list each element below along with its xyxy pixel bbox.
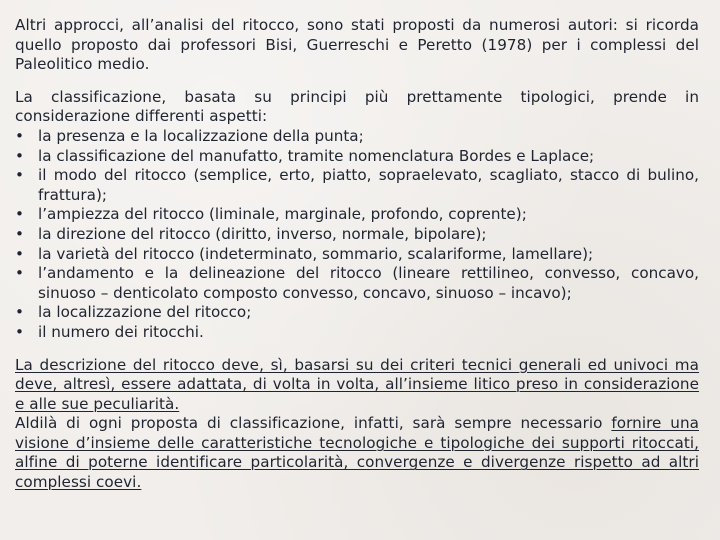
criteria-item-text: il numero dei ritocchi. [38, 322, 204, 341]
bullet-icon: • [15, 166, 24, 185]
intro-paragraph: Altri approcci, all’analisi del ritocco, sono stati proposti da numerosi autori: si ricorda quello proposto dai professori Bisi, Guerreschi e Peretto (1978) per i complessi del Paleolitico medio. [15, 16, 699, 74]
bullet-icon: • [15, 224, 24, 243]
criteria-item-text: l’ampiezza del ritocco (liminale, marginale, profondo, coprente); [38, 205, 527, 224]
description-underlined-text: La descrizione del ritocco deve, sì, basarsi su dei criteri tecnici generali ed univoci ma deve, altresì, essere adattata, di volta in volta, all’insieme litico preso in considerazione e alle sue peculiarità. [15, 355, 699, 413]
description-paragraph [15, 356, 699, 415]
classification-lead: La classificazione, basata su principi più prettamente tipologici, prende in considerazione differenti aspetti: [15, 87, 699, 126]
criteria-item [15, 303, 699, 323]
criteria-item [15, 264, 699, 303]
final-underlined-text: fornire una visione d’insieme delle caratteristiche tecnologiche e tipologiche dei supporti ritoccati, alfine di poterne identificare particolarità, convergenze e divergenze rispetto ad altri complessi coevi. [15, 414, 699, 492]
bullet-icon: • [15, 303, 24, 322]
criteria-item-text: il modo del ritocco (semplice, erto, piatto, sopraelevato, scagliato, stacco di bulino, frattura); [38, 166, 699, 204]
criteria-item [15, 127, 699, 147]
criteria-item-text: l’andamento e la delineazione del ritocco (lineare rettilineo, convesso, concavo, sinuoso – denticolato composto convesso, concavo, sinuoso – incavo); [38, 264, 699, 302]
bullet-icon: • [15, 322, 24, 341]
criteria-item-text: la varietà del ritocco (indeterminato, sommario, scalariforme, lamellare); [38, 244, 594, 263]
criteria-item [15, 245, 699, 265]
criteria-list [15, 127, 699, 343]
bullet-icon: • [15, 244, 24, 263]
criteria-item [15, 225, 699, 245]
criteria-item-text: la localizzazione del ritocco; [38, 303, 252, 322]
criteria-item [15, 147, 699, 167]
final-paragraph [15, 414, 699, 492]
document-page [15, 16, 699, 493]
bullet-icon: • [15, 146, 24, 165]
bullet-icon: • [15, 264, 24, 283]
criteria-item-text: la classificazione del manufatto, tramite nomenclatura Bordes e Laplace; [38, 146, 595, 165]
final-plain-text: Aldilà di ogni proposta di classificazione, infatti, sarà sempre necessario [15, 414, 612, 433]
criteria-item-text: la direzione del ritocco (diritto, inverso, normale, bipolare); [38, 224, 487, 243]
criteria-item [15, 166, 699, 205]
bullet-icon: • [15, 205, 24, 224]
bullet-icon: • [15, 126, 24, 145]
criteria-item-text: la presenza e la localizzazione della punta; [38, 126, 364, 145]
criteria-item [15, 205, 699, 225]
criteria-item [15, 323, 699, 343]
